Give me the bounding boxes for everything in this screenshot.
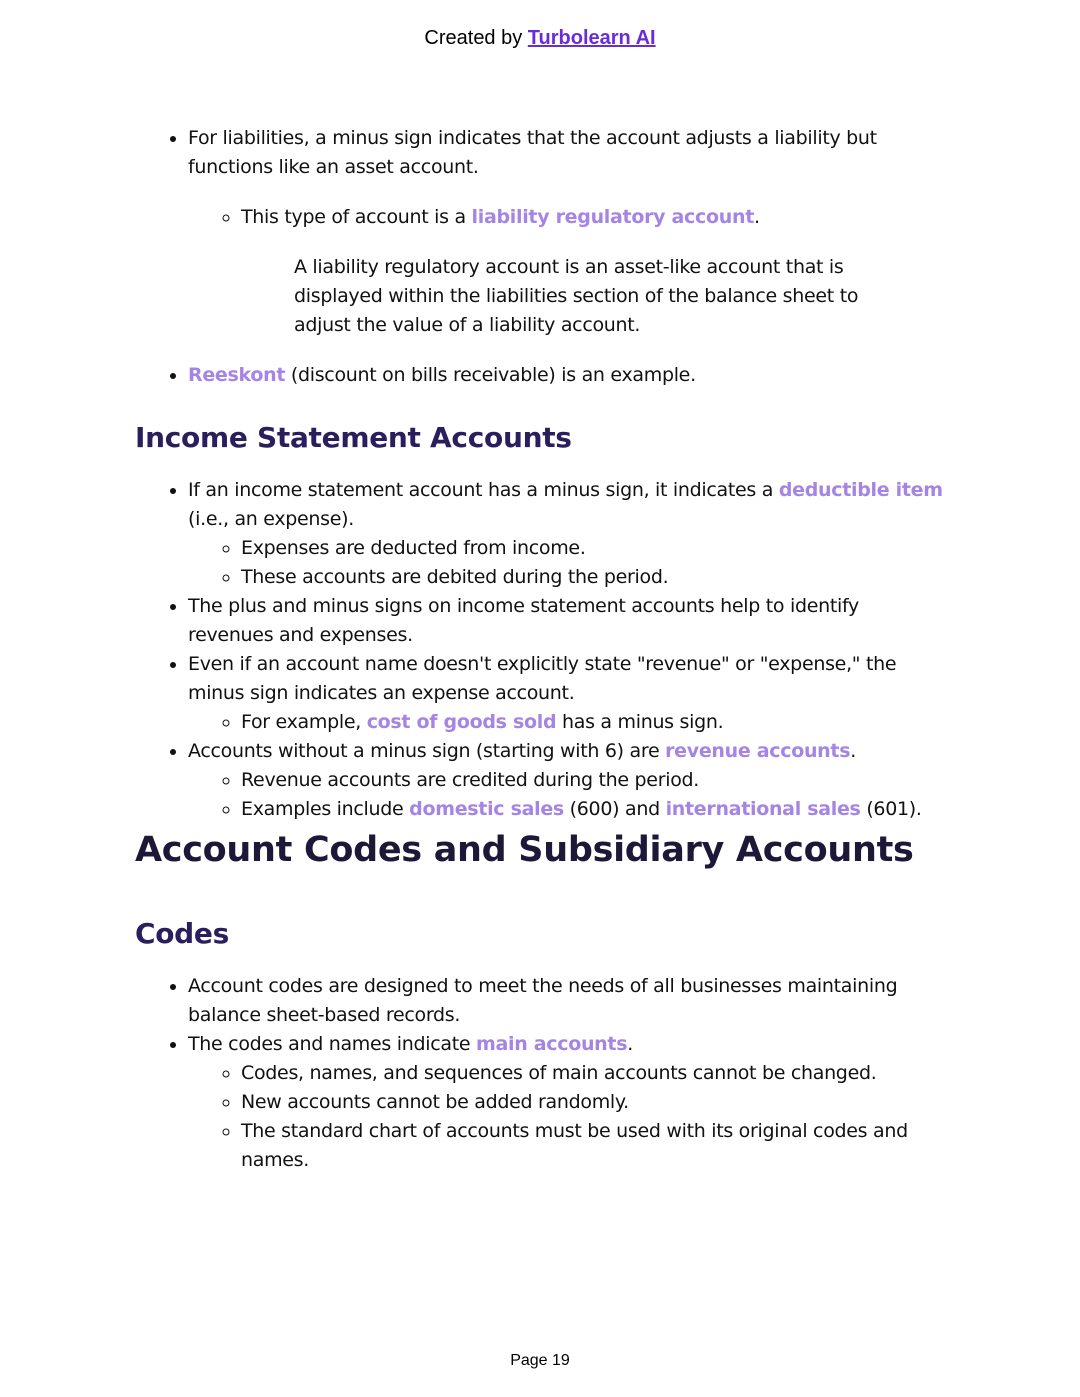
text: has a minus sign. — [556, 711, 724, 733]
list-item — [241, 795, 945, 824]
liabilities-list — [135, 124, 945, 390]
text: . — [627, 1033, 633, 1055]
text: Revenue accounts are credited during the period. — [241, 769, 700, 791]
sub-list — [188, 1059, 945, 1175]
list-item — [241, 1059, 945, 1088]
income-statement-heading: Income Statement Accounts — [135, 421, 572, 454]
text: Accounts without a minus sign (starting with 6) are — [188, 740, 666, 762]
text: If an income statement account has a minus sign, it indicates a — [188, 479, 779, 501]
highlighted-term: international sales — [665, 798, 861, 820]
list-item — [188, 361, 945, 390]
text: For example, — [241, 711, 367, 733]
list-item — [188, 737, 945, 824]
text: For liabilities, a minus sign indicates that the account adjusts a liability but functions like an asset account. — [188, 127, 877, 178]
text: Codes, names, and sequences of main accounts cannot be changed. — [241, 1062, 877, 1084]
sub-list — [188, 203, 945, 340]
list-item — [188, 592, 945, 650]
highlighted-term: cost of goods sold — [366, 711, 557, 733]
text: (601). — [860, 798, 922, 820]
page-number: Page 19 — [510, 1352, 570, 1369]
text: The codes and names indicate — [188, 1033, 476, 1055]
text: (discount on bills receivable) is an example. — [285, 364, 696, 386]
highlighted-term: domestic sales — [409, 798, 564, 820]
list-item — [241, 203, 945, 340]
list-item — [241, 1088, 945, 1117]
highlighted-term: revenue accounts — [665, 740, 851, 762]
sub-list — [188, 708, 945, 737]
sub-list — [188, 534, 945, 592]
list-item — [241, 766, 945, 795]
turbolearn-link[interactable]: Turbolearn AI — [527, 27, 656, 49]
codes-heading: Codes — [135, 917, 229, 950]
text: The standard chart of accounts must be used with its original codes and names. — [241, 1120, 908, 1171]
text: New accounts cannot be added randomly. — [241, 1091, 629, 1113]
definition-note: A liability regulatory account is an asset-like account that is displayed within the liabilities section of the balance sheet to adjust the value of a liability account. — [294, 256, 859, 336]
text: The plus and minus signs on income statement accounts help to identify revenues and expenses. — [188, 595, 859, 646]
page-header — [0, 27, 1080, 50]
sub-list — [188, 766, 945, 824]
text: Account codes are designed to meet the needs of all businesses maintaining balance sheet-based records. — [188, 975, 898, 1026]
highlighted-term: Reeskont — [188, 364, 286, 386]
income-statement-list — [135, 476, 945, 824]
text: Expenses are deducted from income. — [241, 537, 586, 559]
list-item — [241, 708, 945, 737]
codes-list — [135, 972, 945, 1175]
list-item — [188, 476, 945, 592]
list-item — [241, 563, 945, 592]
text: (i.e., an expense). — [188, 508, 354, 530]
created-by-label: Created by — [424, 27, 528, 49]
highlighted-term: liability regulatory account — [471, 206, 754, 228]
account-codes-title: Account Codes and Subsidiary Accounts — [135, 830, 914, 870]
text: This type of account is a — [241, 206, 472, 228]
list-item — [188, 1030, 945, 1175]
list-item — [241, 534, 945, 563]
list-item — [188, 124, 945, 340]
text: Examples include — [241, 798, 410, 820]
list-item — [188, 972, 945, 1030]
text: Even if an account name doesn't explicitly state "revenue" or "expense," the minus sign indicates an expense account. — [188, 653, 897, 704]
highlighted-term: main accounts — [475, 1033, 628, 1055]
text: These accounts are debited during the period. — [241, 566, 669, 588]
highlighted-term: deductible item — [778, 479, 943, 501]
text: . — [850, 740, 856, 762]
list-item — [241, 1117, 945, 1175]
list-item — [188, 650, 945, 737]
text: (600) and — [563, 798, 666, 820]
document-content — [135, 124, 945, 1175]
text: . — [753, 206, 760, 228]
